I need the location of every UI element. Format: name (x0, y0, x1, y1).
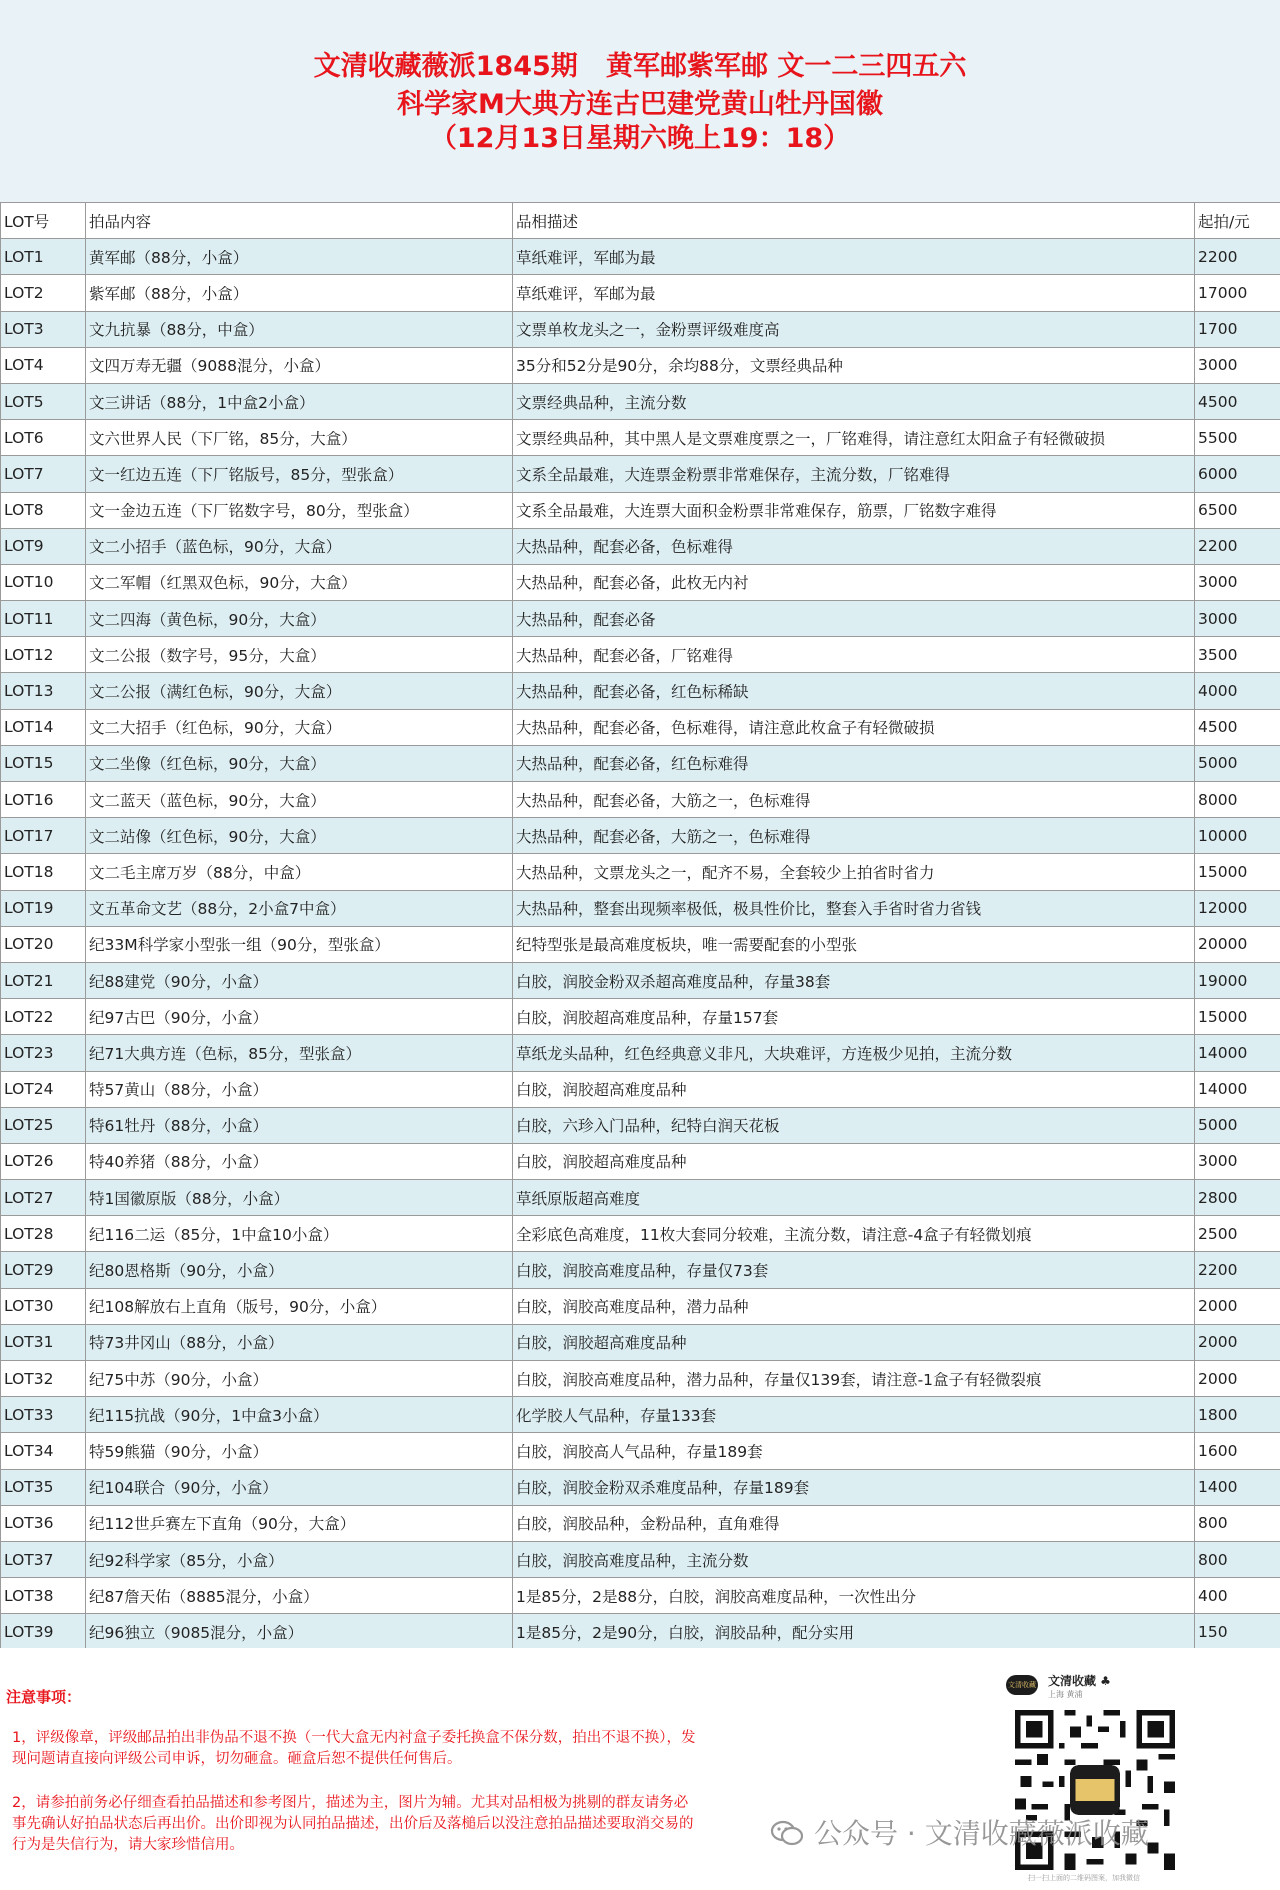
cell-item: 文二大招手（红色标，90分，大盒） (86, 709, 513, 745)
cell-start-price: 14000 (1195, 1071, 1280, 1107)
table-row (1, 275, 1280, 311)
cell-lot-number: LOT13 (1, 673, 86, 709)
cell-item: 黄军邮（88分，小盒） (86, 239, 513, 275)
cell-start-price: 3000 (1195, 564, 1280, 600)
cell-item: 文五革命文艺（88分，2小盒7中盒） (86, 890, 513, 926)
cell-lot-number: LOT20 (1, 926, 86, 962)
cell-start-price: 2000 (1195, 1324, 1280, 1360)
cell-lot-number: LOT7 (1, 456, 86, 492)
table-row (1, 1107, 1280, 1143)
title-line-2: 科学家M大典方连古巴建党黄山牡丹国徽 (397, 89, 883, 120)
title-line-1: 文清收藏薇派1845期 黄军邮紫军邮 文一二三四五六 (313, 51, 967, 82)
cell-condition: 大热品种，配套必备，红色标难得 (513, 745, 1195, 781)
cell-condition: 文票单枚龙头之一，金粉票评级难度高 (513, 311, 1195, 347)
table-row (1, 347, 1280, 383)
cell-lot-number: LOT11 (1, 601, 86, 637)
cell-start-price: 6000 (1195, 456, 1280, 492)
table-row (1, 1288, 1280, 1324)
cell-condition: 纪特型张是最高难度板块，唯一需要配套的小型张 (513, 926, 1195, 962)
cell-item: 文二公报（数字号，95分，大盒） (86, 637, 513, 673)
cell-start-price: 4500 (1195, 709, 1280, 745)
cell-lot-number: LOT9 (1, 528, 86, 564)
cell-start-price: 19000 (1195, 962, 1280, 998)
cell-lot-number: LOT30 (1, 1288, 86, 1324)
table-row (1, 601, 1280, 637)
cell-start-price: 3000 (1195, 347, 1280, 383)
cell-condition: 1是85分，2是90分，白胶，润胶品种，配分实用 (513, 1614, 1195, 1650)
cell-start-price: 2200 (1195, 239, 1280, 275)
table-row (1, 311, 1280, 347)
cell-item: 纪104联合（90分，小盒） (86, 1469, 513, 1505)
cell-lot-number: LOT3 (1, 311, 86, 347)
cell-item: 纪97古巴（90分，小盒） (86, 999, 513, 1035)
cell-lot-number: LOT22 (1, 999, 86, 1035)
cell-condition: 35分和52分是90分，余均88分，文票经典品种 (513, 347, 1195, 383)
cell-start-price: 800 (1195, 1541, 1280, 1577)
cell-start-price: 1800 (1195, 1397, 1280, 1433)
cell-condition: 大热品种，配套必备，此枚无内衬 (513, 564, 1195, 600)
cell-condition: 草纸难评，军邮为最 (513, 239, 1195, 275)
cell-lot-number: LOT33 (1, 1397, 86, 1433)
cell-item: 特61牡丹（88分，小盒） (86, 1107, 513, 1143)
wechat-icon (770, 1819, 804, 1847)
table-row (1, 1505, 1280, 1541)
notes-title: 注意事项： (6, 1688, 82, 1706)
cell-lot-number: LOT6 (1, 420, 86, 456)
auction-table-container (0, 202, 1280, 1651)
cell-condition: 白胶，润胶高难度品种，存量仅73套 (513, 1252, 1195, 1288)
cell-start-price: 2200 (1195, 1252, 1280, 1288)
cell-lot-number: LOT12 (1, 637, 86, 673)
page-header (0, 0, 1280, 200)
table-row (1, 1216, 1280, 1252)
cell-condition: 全彩底色高难度，11枚大套同分较难，主流分数，请注意-4盒子有轻微划痕 (513, 1216, 1195, 1252)
cell-start-price: 800 (1195, 1505, 1280, 1541)
cell-item: 纪33M科学家小型张一组（90分，型张盒） (86, 926, 513, 962)
cell-item: 紫军邮（88分，小盒） (86, 275, 513, 311)
cell-start-price: 4500 (1195, 383, 1280, 419)
table-row (1, 528, 1280, 564)
cell-start-price: 1600 (1195, 1433, 1280, 1469)
cell-start-price: 15000 (1195, 999, 1280, 1035)
qr-account-location: 上海 黄浦 (1048, 1690, 1083, 1699)
table-row (1, 637, 1280, 673)
cell-lot-number: LOT2 (1, 275, 86, 311)
note-item: 1，评级像章，评级邮品拍出非伪品不退不换（一代大盒无内衬盒子委托换盒不保分数，拍出不退不换），发现问题请直接向评级公司申诉，切勿砸盒。砸盒后恕不提供任何售后。 (12, 1730, 696, 1767)
cell-item: 文一红边五连（下厂铭版号，85分，型张盒） (86, 456, 513, 492)
table-row (1, 890, 1280, 926)
cell-lot-number: LOT32 (1, 1361, 86, 1397)
cell-lot-number: LOT1 (1, 239, 86, 275)
cell-start-price: 2800 (1195, 1180, 1280, 1216)
cell-condition: 白胶，润胶高难度品种，主流分数 (513, 1541, 1195, 1577)
table-row (1, 962, 1280, 998)
cell-item: 特1国徽原版（88分，小盒） (86, 1180, 513, 1216)
table-row (1, 745, 1280, 781)
cell-lot-number: LOT14 (1, 709, 86, 745)
cell-item: 文二小招手（蓝色标，90分，大盒） (86, 528, 513, 564)
cell-start-price: 4000 (1195, 673, 1280, 709)
cell-lot-number: LOT37 (1, 1541, 86, 1577)
cell-condition: 文票经典品种，主流分数 (513, 383, 1195, 419)
cell-lot-number: LOT36 (1, 1505, 86, 1541)
table-row (1, 1578, 1280, 1614)
cell-lot-number: LOT27 (1, 1180, 86, 1216)
cell-start-price: 2000 (1195, 1361, 1280, 1397)
cell-item: 纪92科学家（85分，小盒） (86, 1541, 513, 1577)
cell-lot-number: LOT26 (1, 1143, 86, 1179)
wechat-watermark (770, 1812, 1149, 1852)
table-row (1, 1541, 1280, 1577)
cell-condition: 白胶，润胶品种，金粉品种，直角难得 (513, 1505, 1195, 1541)
cell-start-price: 8000 (1195, 782, 1280, 818)
cell-condition: 白胶，润胶高人气品种，存量189套 (513, 1433, 1195, 1469)
table-row (1, 492, 1280, 528)
cell-condition: 大热品种，配套必备，色标难得，请注意此枚盒子有轻微破损 (513, 709, 1195, 745)
table-row (1, 564, 1280, 600)
cell-lot-number: LOT39 (1, 1614, 86, 1650)
cell-lot-number: LOT31 (1, 1324, 86, 1360)
cell-lot-number: LOT21 (1, 962, 86, 998)
qr-caption: 扫一扫上面的二维码图案，加我微信 (1028, 1874, 1140, 1882)
cell-start-price: 17000 (1195, 275, 1280, 311)
cell-lot-number: LOT28 (1, 1216, 86, 1252)
cell-item: 纪115抗战（90分，1中盒3小盒） (86, 1397, 513, 1433)
cell-item: 特73井冈山（88分，小盒） (86, 1324, 513, 1360)
table-row (1, 1469, 1280, 1505)
cell-start-price: 3000 (1195, 601, 1280, 637)
cell-item: 文二毛主席万岁（88分，中盒） (86, 854, 513, 890)
table-row (1, 383, 1280, 419)
cell-start-price: 15000 (1195, 854, 1280, 890)
table-row (1, 456, 1280, 492)
cell-lot-number: LOT35 (1, 1469, 86, 1505)
cell-condition: 1是85分，2是88分，白胶，润胶高难度品种，一次性出分 (513, 1578, 1195, 1614)
cell-condition: 大热品种，配套必备，大筋之一，色标难得 (513, 818, 1195, 854)
cell-start-price: 14000 (1195, 1035, 1280, 1071)
cell-start-price: 2200 (1195, 528, 1280, 564)
cell-condition: 白胶，润胶高难度品种，潜力品种 (513, 1288, 1195, 1324)
cell-condition: 草纸龙头品种，红色经典意义非凡，大块难评，方连极少见拍，主流分数 (513, 1035, 1195, 1071)
cell-condition: 大热品种，配套必备，厂铭难得 (513, 637, 1195, 673)
cell-item: 文一金边五连（下厂铭数字号，80分，型张盒） (86, 492, 513, 528)
table-row (1, 673, 1280, 709)
cell-condition: 白胶，润胶高难度品种，潜力品种，存量仅139套，请注意-1盒子有轻微裂痕 (513, 1361, 1195, 1397)
table-row (1, 420, 1280, 456)
table-row (1, 854, 1280, 890)
table-row (1, 1614, 1280, 1650)
cell-lot-number: LOT24 (1, 1071, 86, 1107)
cell-condition: 大热品种，文票龙头之一，配齐不易，全套较少上拍省时省力 (513, 854, 1195, 890)
cell-lot-number: LOT23 (1, 1035, 86, 1071)
cell-condition: 白胶，润胶超高难度品种 (513, 1143, 1195, 1179)
cell-lot-number: LOT25 (1, 1107, 86, 1143)
cell-item: 特40养猪（88分，小盒） (86, 1143, 513, 1179)
table-row (1, 1361, 1280, 1397)
cell-item: 纪96独立（9085混分，小盒） (86, 1614, 513, 1650)
cell-item: 特57黄山（88分，小盒） (86, 1071, 513, 1107)
table-row (1, 1143, 1280, 1179)
cell-start-price: 3500 (1195, 637, 1280, 673)
notes-section (0, 1648, 1280, 1890)
column-header-condition: 品相描述 (513, 203, 1195, 239)
cell-item: 纪80恩格斯（90分，小盒） (86, 1252, 513, 1288)
table-row (1, 1035, 1280, 1071)
cell-condition: 白胶，润胶超高难度品种，存量157套 (513, 999, 1195, 1035)
cell-lot-number: LOT17 (1, 818, 86, 854)
cell-start-price: 5000 (1195, 745, 1280, 781)
table-header-row (1, 203, 1280, 239)
cell-condition: 文票经典品种，其中黑人是文票难度票之一，厂铭难得，请注意红太阳盒子有轻微破损 (513, 420, 1195, 456)
qr-account-name: 文清收藏 ♣ (1048, 1674, 1111, 1688)
table-row (1, 239, 1280, 275)
cell-condition: 大热品种，配套必备，红色标稀缺 (513, 673, 1195, 709)
table-row (1, 1324, 1280, 1360)
cell-lot-number: LOT16 (1, 782, 86, 818)
cell-condition: 草纸原版超高难度 (513, 1180, 1195, 1216)
cell-condition: 文系全品最难，大连票大面积金粉票非常难保存，筋票，厂铭数字难得 (513, 492, 1195, 528)
cell-start-price: 20000 (1195, 926, 1280, 962)
table-row (1, 1397, 1280, 1433)
cell-item: 文二站像（红色标，90分，大盒） (86, 818, 513, 854)
table-row (1, 926, 1280, 962)
cell-item: 纪116二运（85分，1中盒10小盒） (86, 1216, 513, 1252)
cell-start-price: 5500 (1195, 420, 1280, 456)
cell-item: 文二四海（黄色标，90分，大盒） (86, 601, 513, 637)
cell-item: 文二坐像（红色标，90分，大盒） (86, 745, 513, 781)
cell-item: 纪108解放右上直角（版号，90分，小盒） (86, 1288, 513, 1324)
cell-item: 文九抗暴（88分，中盒） (86, 311, 513, 347)
cell-start-price: 12000 (1195, 890, 1280, 926)
cell-lot-number: LOT4 (1, 347, 86, 383)
table-row (1, 1071, 1280, 1107)
cell-item: 文四万寿无疆（9088混分，小盒） (86, 347, 513, 383)
cell-start-price: 6500 (1195, 492, 1280, 528)
cell-item: 特59熊猫（90分，小盒） (86, 1433, 513, 1469)
cell-item: 文二公报（满红色标，90分，大盒） (86, 673, 513, 709)
cell-lot-number: LOT34 (1, 1433, 86, 1469)
cell-condition: 白胶，润胶超高难度品种 (513, 1071, 1195, 1107)
cell-condition: 大热品种，配套必备，色标难得 (513, 528, 1195, 564)
brand-logo: 文清收藏 (1006, 1675, 1038, 1695)
watermark-text: 公众号 · 文清收藏薇派收藏 (814, 1817, 1149, 1850)
table-row (1, 1180, 1280, 1216)
cell-item: 文六世界人民（下厂铭，85分，大盒） (86, 420, 513, 456)
table-row (1, 1433, 1280, 1469)
cell-lot-number: LOT38 (1, 1578, 86, 1614)
cell-start-price: 3000 (1195, 1143, 1280, 1179)
cell-item: 文二军帽（红黑双色标，90分，大盒） (86, 564, 513, 600)
cell-condition: 白胶，润胶超高难度品种 (513, 1324, 1195, 1360)
cell-lot-number: LOT10 (1, 564, 86, 600)
cell-start-price: 150 (1195, 1614, 1280, 1650)
cell-start-price: 2000 (1195, 1288, 1280, 1324)
cell-item: 文二蓝天（蓝色标，90分，大盒） (86, 782, 513, 818)
cell-condition: 大热品种，配套必备，大筋之一，色标难得 (513, 782, 1195, 818)
cell-start-price: 1400 (1195, 1469, 1280, 1505)
cell-lot-number: LOT15 (1, 745, 86, 781)
cell-item: 纪88建党（90分，小盒） (86, 962, 513, 998)
cell-lot-number: LOT5 (1, 383, 86, 419)
cell-start-price: 10000 (1195, 818, 1280, 854)
cell-lot-number: LOT18 (1, 854, 86, 890)
column-header-start-price: 起拍/元 (1195, 203, 1280, 239)
cell-item: 纪112世乒赛左下直角（90分，大盒） (86, 1505, 513, 1541)
cell-start-price: 1700 (1195, 311, 1280, 347)
cell-condition: 草纸难评，军邮为最 (513, 275, 1195, 311)
table-row (1, 782, 1280, 818)
cell-start-price: 5000 (1195, 1107, 1280, 1143)
cell-condition: 白胶，六珍入门品种，纪特白润天花板 (513, 1107, 1195, 1143)
table-row (1, 818, 1280, 854)
cell-item: 纪71大典方连（色标，85分，型张盒） (86, 1035, 513, 1071)
cell-start-price: 400 (1195, 1578, 1280, 1614)
table-row (1, 709, 1280, 745)
cell-lot-number: LOT8 (1, 492, 86, 528)
cell-item: 纪75中苏（90分，小盒） (86, 1361, 513, 1397)
cell-condition: 大热品种，配套必备 (513, 601, 1195, 637)
cell-lot-number: LOT29 (1, 1252, 86, 1288)
cell-condition: 文系全品最难，大连票金粉票非常难保存，主流分数，厂铭难得 (513, 456, 1195, 492)
cell-item: 文三讲话（88分，1中盒2小盒） (86, 383, 513, 419)
cell-condition: 白胶，润胶金粉双杀难度品种，存量189套 (513, 1469, 1195, 1505)
column-header-item: 拍品内容 (86, 203, 513, 239)
cell-condition: 化学胶人气品种，存量133套 (513, 1397, 1195, 1433)
cell-start-price: 2500 (1195, 1216, 1280, 1252)
cell-lot-number: LOT19 (1, 890, 86, 926)
note-item: 2，请参拍前务必仔细查看拍品描述和参考图片，描述为主，图片为辅。尤其对品相极为挑剔的群友请务必事先确认好拍品状态后再出价。出价即视为认同拍品描述，出价后及落槌后以没注意拍品描述要取消交易的行为是失信行为，请大家珍惜信用。 (12, 1795, 694, 1853)
column-header-lot: LOT号 (1, 203, 86, 239)
title-line-3: （12月13日星期六晚上19：18） (429, 123, 851, 154)
cell-condition: 白胶，润胶金粉双杀超高难度品种，存量38套 (513, 962, 1195, 998)
auction-table (0, 202, 1280, 1651)
table-row (1, 1252, 1280, 1288)
table-row (1, 999, 1280, 1035)
cell-item: 纪87詹天佑（8885混分，小盒） (86, 1578, 513, 1614)
cell-condition: 大热品种，整套出现频率极低，极具性价比，整套入手省时省力省钱 (513, 890, 1195, 926)
